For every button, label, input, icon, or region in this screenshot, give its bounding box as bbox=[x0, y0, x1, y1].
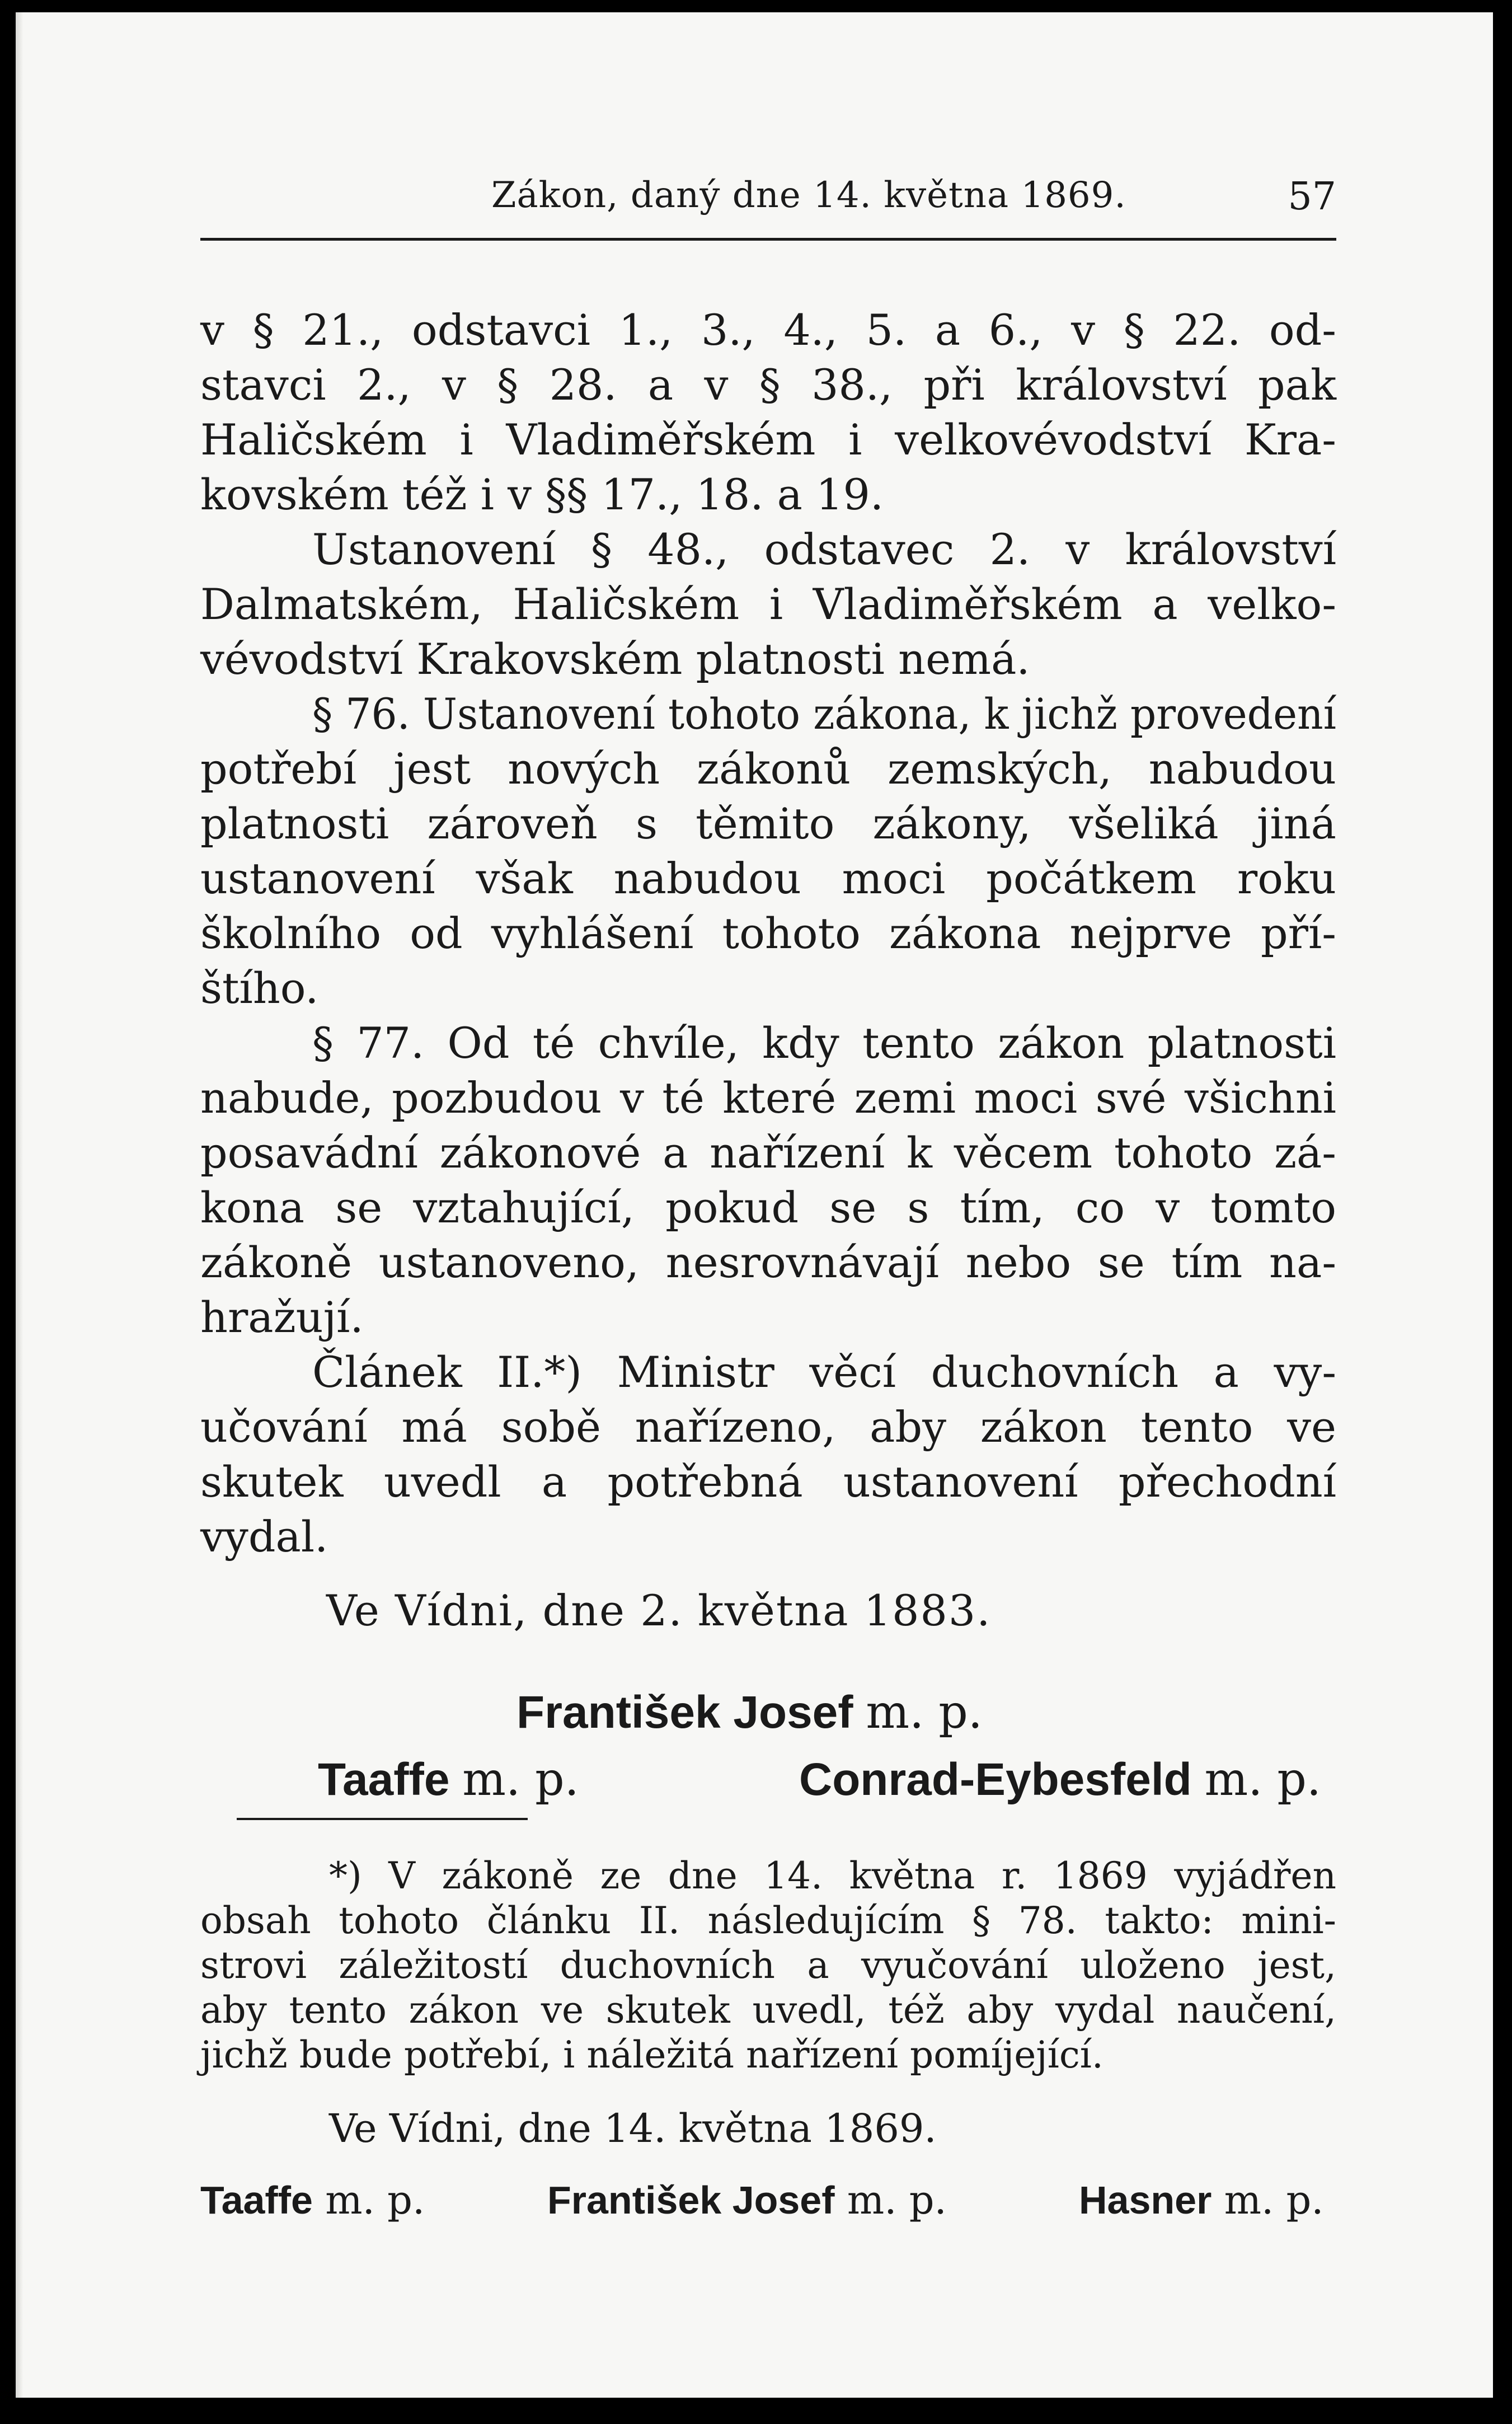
text-line: vydal. bbox=[200, 1512, 328, 1562]
text-line: Dalmatském, Haličském i Vladiměřském a velko- bbox=[200, 579, 1336, 629]
text-line: kona se vztahující, pokud se s tím, co v tomto bbox=[200, 1183, 1336, 1232]
book-page bbox=[16, 12, 1493, 2398]
signature-name: Conrad-Eybesfeld bbox=[799, 1754, 1192, 1805]
text-line: potřebí jest nových zákonů zemských, nabudou bbox=[200, 744, 1336, 794]
signature-name: Hasner bbox=[1079, 2178, 1212, 2222]
signature-conrad-eybesfeld bbox=[799, 1753, 1321, 1806]
text-line: Článek II.*) Ministr věcí duchovních a vy- bbox=[312, 1347, 1336, 1397]
text-line: nabude, pozbudou v té které zemi moci své všichni bbox=[200, 1073, 1336, 1123]
text-line: učování má sobě nařízeno, aby zákon tento ve bbox=[200, 1402, 1336, 1452]
footnote-line: obsah tohoto článku II. následujícím § 78. takto: mini- bbox=[200, 1899, 1336, 1942]
running-head: Zákon, daný dne 14. května 1869. bbox=[491, 175, 1126, 216]
signature-mp: m. p. bbox=[847, 2177, 947, 2223]
signature-mp: m. p. bbox=[462, 1753, 579, 1806]
text-line: kovském též i v §§ 17., 18. a 19. bbox=[200, 470, 884, 519]
signature-name: Taaffe bbox=[318, 1754, 450, 1805]
text-line: § 76. Ustanovení tohoto zákona, k jichž provedení bbox=[312, 689, 1336, 739]
page-number: 57 bbox=[1288, 175, 1336, 219]
text-line: posavádní zákonové a nařízení k věcem tohoto zá- bbox=[200, 1128, 1336, 1178]
footnote-line: jichž bude potřebí, i náležitá nařízení pomíjející. bbox=[200, 2033, 1104, 2076]
signature-taaffe bbox=[318, 1753, 579, 1806]
header-rule bbox=[200, 238, 1336, 241]
footnote-signature-taaffe bbox=[200, 2177, 425, 2223]
text-line: v § 21., odstavci 1., 3., 4., 5. a 6., v § 22. od- bbox=[200, 305, 1336, 355]
footnote-signature-emperor bbox=[547, 2177, 947, 2223]
footnote-line: aby tento zákon ve skutek uvedl, též aby vydal naučení, bbox=[200, 1989, 1336, 2032]
signature-name: Taaffe bbox=[200, 2178, 313, 2222]
text-line: hražují. bbox=[200, 1292, 364, 1342]
footnote-signature-hasner bbox=[1079, 2177, 1324, 2223]
text-line: platnosti zároveň s těmito zákony, všeliká jiná bbox=[200, 799, 1336, 848]
text-line: štího. bbox=[200, 963, 319, 1013]
date-line: Ve Vídni, dne 2. května 1883. bbox=[326, 1586, 992, 1635]
text-line: vévodství Krakovském platnosti nemá. bbox=[200, 634, 1030, 684]
text-line: stavci 2., v § 28. a v § 38., při království pak bbox=[200, 360, 1336, 410]
text-line: Haličském i Vladiměřském i velkovévodství Kra- bbox=[200, 415, 1336, 465]
footnote-line: strovi záležitostí duchovních a vyučování uloženo jest, bbox=[200, 1944, 1336, 1987]
signature-mp: m. p. bbox=[866, 1686, 983, 1739]
footnote-line: *) V zákoně ze dne 14. května r. 1869 vyjádřen bbox=[329, 1854, 1336, 1897]
footnote-date-line: Ve Vídni, dne 14. května 1869. bbox=[329, 2106, 937, 2151]
text-line: skutek uvedl a potřebná ustanovení přechodní bbox=[200, 1457, 1336, 1507]
text-line: zákoně ustanoveno, nesrovnávají nebo se tím na- bbox=[200, 1237, 1336, 1287]
page-edge-shadow bbox=[16, 12, 24, 2398]
text-line: Ustanovení § 48., odstavec 2. v království bbox=[312, 524, 1336, 574]
signature-name: František Josef bbox=[547, 2178, 835, 2222]
text-line: § 77. Od té chvíle, kdy tento zákon platnosti bbox=[312, 1018, 1336, 1068]
text-line: ustanovení však nabudou moci počátkem roku bbox=[200, 854, 1336, 903]
text-line: školního od vyhlášení tohoto zákona nejprve pří- bbox=[200, 908, 1336, 958]
signature-mp: m. p. bbox=[1224, 2177, 1324, 2223]
signature-mp: m. p. bbox=[1204, 1753, 1321, 1806]
page-header bbox=[200, 175, 1336, 231]
signature-emperor bbox=[516, 1686, 983, 1739]
signature-mp: m. p. bbox=[325, 2177, 425, 2223]
signature-name: František Josef bbox=[516, 1687, 853, 1738]
footnote-rule bbox=[237, 1818, 528, 1820]
